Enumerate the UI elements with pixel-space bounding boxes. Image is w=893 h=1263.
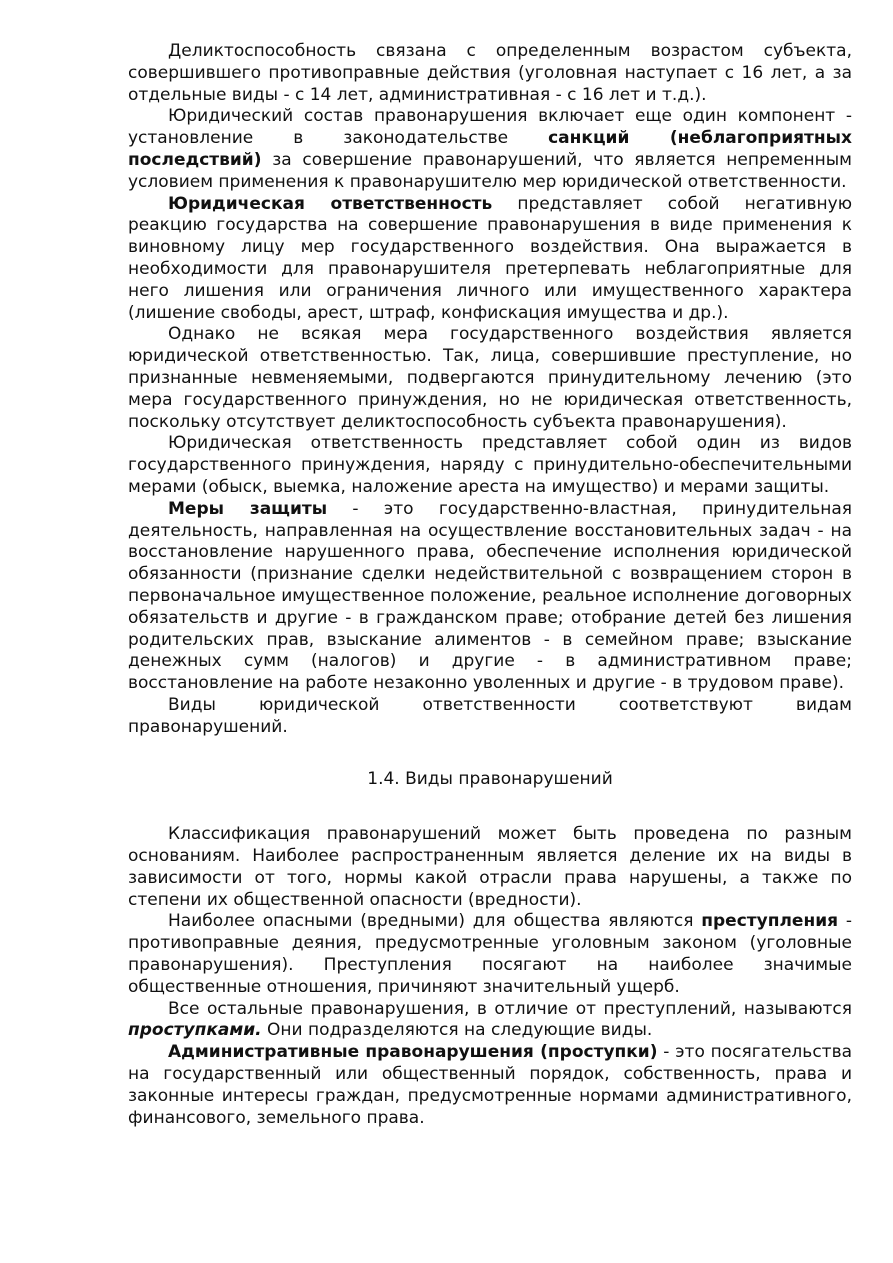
- section-heading: 1.4. Виды правонарушений: [367, 768, 613, 789]
- paragraph-misdemeanors: Все остальные правонарушения, в отличие от преступлений, называются проступками. Они подразделяются на следующие виды.: [128, 998, 852, 1041]
- paragraph-state-coercion: Однако не всякая мера государственного воздействия является юридической ответственностью. Так, лица, совершившие преступление, но признанные невменяемыми, подвергаются принудительному лечению (это мера государственного принуждения, но не юридическая ответственность, поскольку отсутствует деликтоспособность субъекта правонарушения).: [128, 324, 852, 432]
- paragraph-protection-measures: Меры защиты - это государственно-властная, принудительная деятельность, направленная на осуществление восстановительных задач - на восстановление нарушенного права, обеспечение исполнения юридической обязанности (признание сделки недействительной с возвращением сторон в первоначальное имущественное положение, реальное исполнение договорных обязательств и другие - в гражданском праве; отобрание детей без лишения родительских прав, взыскание алиментов - в семейном праве; взыскание денежных сумм (налогов) и другие - в административном праве; восстановление на работе незаконно уволенных и другие - в трудовом праве).: [128, 498, 853, 694]
- paragraph-types-of-coercion: Юридическая ответственность представляет собой один из видов государственного принуждения, наряду с принудительно-обеспечительными мерами (обыск, выемка, наложение ареста на имущество) и мерами защиты.: [128, 433, 852, 497]
- term-sanctions: санкций (неблагоприятных последствий): [128, 128, 852, 170]
- paragraph-legal-composition: Юридический состав правонарушения включает еще один компонент - установление в законодательстве санкций (неблагоприятных последствий) за совершение правонарушений, что является непременным условием применения к правонарушителю мер юридической ответственности.: [128, 106, 852, 192]
- paragraph-classification: Классификация правонарушений может быть проведена по разным основаниям. Наиболее распространенным является деление их на виды в зависимости от того, нормы какой отрасли права нарушены, а также по степени их общественной опасности (вредности).: [128, 824, 852, 910]
- term-legal-responsibility: Юридическая ответственность: [168, 193, 493, 214]
- term-misdemeanors: проступками.: [128, 1020, 262, 1041]
- paragraph-legal-responsibility: Юридическая ответственность представляет собой негативную реакцию государства на совершение правонарушения в виде применения к виновному лицу мер государственного воздействия. Она выражается в необходимости для правонарушителя претерпевать неблагоприятные для него лишения или ограничения личного или имущественного характера (лишение свободы, арест, штраф, конфискация имущества и др.).: [128, 193, 853, 323]
- term-crimes: преступления: [701, 911, 839, 932]
- paragraph-administrative: Административные правонарушения (проступки) - это посягательства на государственный или общественный порядок, собственность, права и законные интересы граждан, предусмотренные нормами административного, финансового, земельного права.: [128, 1042, 853, 1128]
- paragraph-delictability: Деликтоспособность связана с определенным возрастом субъекта, совершившего противоправные действия (уголовная наступает с 16 лет, а за отдельные виды - с 14 лет, административная - с 16 лет и т.д.).: [128, 41, 852, 105]
- term-protection-measures: Меры защиты: [168, 498, 328, 519]
- paragraph-crimes: Наиболее опасными (вредными) для общества являются преступления - противоправные деяния, предусмотренные уголовным законом (уголовные правонарушения). Преступления посягают на наиболее значимые общественные отношения, причиняют значительный ущерб.: [128, 911, 852, 997]
- term-administrative-offenses: Административные правонарушения (проступки): [168, 1042, 658, 1063]
- paragraph-responsibility-types: Виды юридической ответственности соответствуют видам правонарушений.: [128, 694, 852, 737]
- document-page: [128, 41, 852, 1129]
